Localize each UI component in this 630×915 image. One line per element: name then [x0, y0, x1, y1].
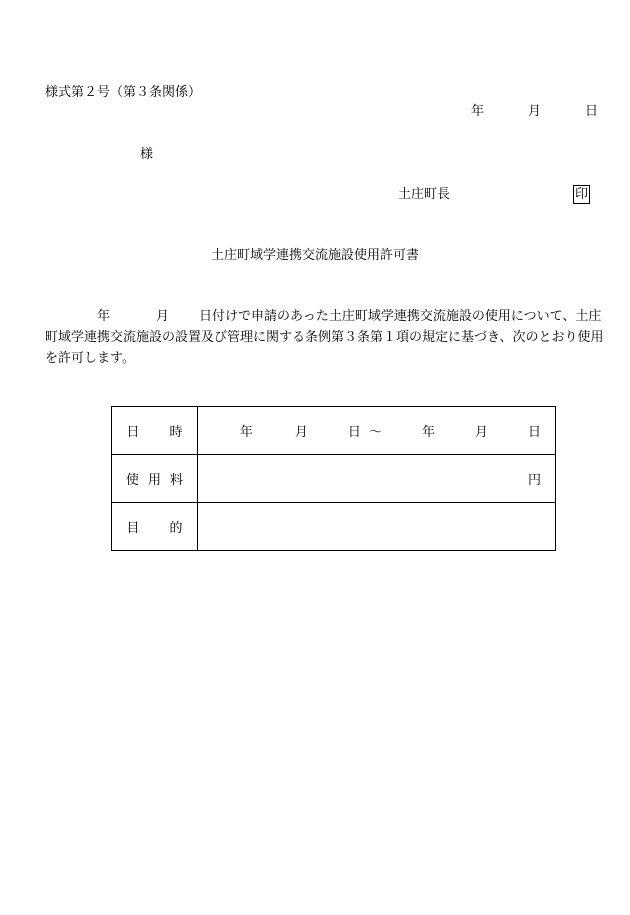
- fee-label: [112, 455, 198, 503]
- label-char: 使: [125, 473, 139, 488]
- seal-mark: 印: [575, 187, 589, 202]
- range-year-start: 年: [239, 425, 253, 440]
- date-day-label: 日: [584, 104, 598, 119]
- label-char: 目: [126, 521, 140, 536]
- body-year-label: 年: [97, 309, 111, 324]
- table-row-fee: [112, 455, 556, 503]
- permit-details-table: [111, 406, 556, 551]
- label-char: 時: [169, 425, 183, 440]
- form-number: 様式第２号（第３条関係）: [45, 85, 202, 100]
- range-day-start: 日: [347, 425, 361, 440]
- range-tilde: ～: [368, 425, 382, 440]
- body-month-label: 月: [156, 309, 170, 324]
- purpose-value[interactable]: [197, 503, 555, 551]
- datetime-label: [112, 407, 198, 455]
- range-year-end: 年: [421, 425, 435, 440]
- range-month-end: 月: [474, 425, 488, 440]
- fee-unit: 円: [527, 473, 541, 488]
- label-char: 的: [169, 521, 183, 536]
- document-title: 土庄町域学連携交流施設使用許可書: [210, 248, 419, 263]
- range-month-start: 月: [294, 425, 308, 440]
- date-month-label: 月: [527, 104, 541, 119]
- table-row-datetime: [112, 407, 556, 455]
- label-char: 日: [126, 425, 140, 440]
- range-day-end: 日: [527, 425, 541, 440]
- date-year-label: 年: [470, 104, 484, 119]
- issue-date-line: [471, 104, 598, 120]
- addressee-suffix: 様: [140, 147, 154, 162]
- table-row-purpose: [112, 503, 556, 551]
- fee-value[interactable]: [197, 455, 555, 503]
- label-char: 料: [169, 473, 183, 488]
- datetime-value[interactable]: [197, 407, 555, 455]
- permit-body-text: [45, 306, 605, 369]
- label-char: 用: [147, 473, 161, 488]
- body-main-text: 日付けで申請のあった土庄町域学連携交流施設の使用について、土庄町域学連携交流施設の設置及び管理に関する条例第３条第１項の規定に基づき、次のとおり使用を許可します。: [45, 309, 604, 366]
- purpose-label: [112, 503, 198, 551]
- issuer-name: 土庄町長: [398, 187, 451, 202]
